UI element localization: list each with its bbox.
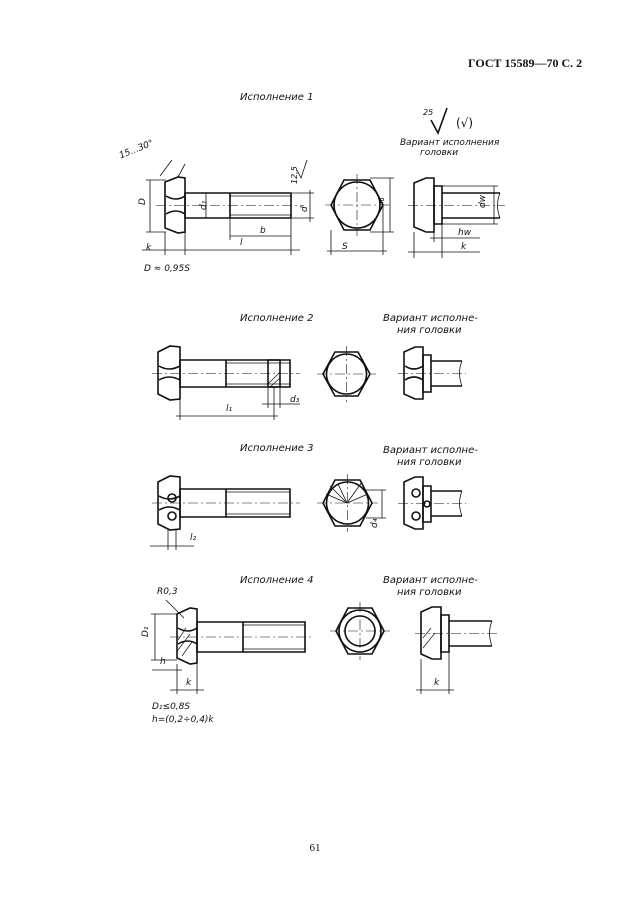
dim-S: S — [342, 242, 348, 252]
dim-h: h — [160, 657, 166, 667]
dim-e: e — [379, 196, 385, 206]
dim-k-v4: k — [186, 678, 192, 688]
roughness-value: 25 — [423, 108, 434, 117]
v2-head-variant-view — [398, 347, 466, 399]
v4-hex-end-view — [330, 602, 390, 660]
v3-bolt-side-view — [150, 476, 300, 550]
v2-head-variant-line2: ния головки — [397, 325, 462, 336]
dim-l1: l₁ — [226, 404, 233, 414]
v2-head-variant-line1: Вариант исполне- — [383, 313, 478, 324]
version-1-title: Исполнение 1 — [240, 92, 314, 103]
v1-hex-end-view — [325, 174, 394, 255]
dim-d4: d₄ — [370, 518, 380, 528]
dim-dw: dw — [478, 194, 488, 208]
v3-hex-end-view — [317, 474, 386, 532]
v3-head-variant-line1: Вариант исполне- — [383, 445, 478, 456]
chamfer-angle-label: 15...30° — [118, 138, 156, 162]
dim-d1: d₁ — [199, 200, 209, 210]
v2-hex-end-view — [317, 346, 376, 402]
standard-header: ГОСТ 15589—70 С. 2 — [468, 56, 583, 70]
note-h: h=(0,2÷0,4)k — [152, 715, 214, 725]
v4-head-variant-line1: Вариант исполне- — [383, 575, 478, 586]
v2-bolt-side-view — [152, 346, 300, 420]
v1-bolt-side-view — [142, 160, 314, 255]
dim-k: k — [146, 243, 152, 253]
v4-head-variant-line2: ния головки — [397, 587, 462, 598]
v1-head-variant-view — [408, 108, 505, 258]
dim-D: D — [138, 198, 148, 205]
dim-d3: d₃ — [290, 395, 300, 405]
roughness-bracket: (√) — [456, 116, 474, 130]
dim-l: l — [240, 238, 243, 248]
dim-d: d — [300, 206, 310, 212]
v3-head-variant-line2: ния головки — [397, 457, 462, 468]
version-4-title: Исполнение 4 — [240, 575, 314, 586]
dim-D1: D₁ — [141, 626, 151, 637]
v4-bolt-side-view — [151, 600, 314, 694]
version-3-title: Исполнение 3 — [240, 443, 314, 454]
dim-l2: l₂ — [190, 533, 197, 543]
dim-k-head: k — [461, 242, 467, 252]
v4-head-variant-view — [415, 607, 497, 694]
dim-k-v4-head: k — [434, 678, 440, 688]
page-number: 61 — [309, 842, 321, 854]
note-D1: D₁≤0,8S — [152, 702, 191, 712]
dim-D-approx: D ≈ 0,95S — [144, 264, 190, 274]
dim-R03: R0,3 — [157, 587, 178, 597]
v1-head-variant-line1: Вариант исполнения — [400, 138, 500, 148]
v3-head-variant-view — [398, 477, 466, 529]
dim-roughness-12-5: 12,5 — [290, 166, 299, 184]
dim-hw: hw — [458, 228, 472, 238]
version-2-title: Исполнение 2 — [240, 313, 314, 324]
v1-head-variant-line2: головки — [420, 148, 459, 158]
dim-b: b — [260, 226, 266, 236]
